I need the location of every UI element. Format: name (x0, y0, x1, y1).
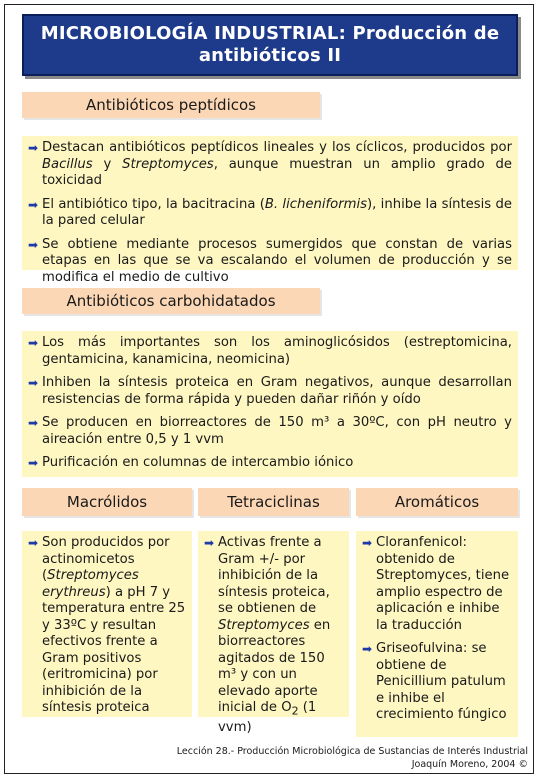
content-box-tetraciclinas (198, 531, 349, 736)
list-item: ➡ Son producidos por actinomicetos (Streptomyces erythreus) a pH 7 y temperatura entre 25 y 33ºC y resultan efectivos frente a Gram positivos (eritromicina) por inhibición de la síntesis proteica (28, 535, 186, 715)
arrow-right-icon: ➡ (28, 141, 39, 155)
page-title (22, 14, 518, 76)
content-box-carbohidratados (22, 331, 518, 477)
list-item: ➡ Activas frente a Gram +/- por inhibición de la síntesis proteica, se obtienen de Streptomyces en biorreactores agitados de 150 m³ y con un elevado aporte inicial de $O_2$ (1 vvm) (204, 535, 331, 736)
list-item: ➡ Destacan antibióticos peptídicos lineales y los cíclicos, producidos por Bacillus y Streptomyces, aunque muestran un amplio grado de toxicidad (28, 140, 512, 188)
arrow-right-icon: ➡ (28, 336, 39, 350)
footer-author: Joaquín Moreno, 2004 © (411, 759, 528, 770)
arrow-right-icon: ➡ (204, 536, 215, 550)
arrow-right-icon: ➡ (28, 456, 39, 470)
list-item: ➡ Se obtiene mediante procesos sumergidos que constan de varias etapas en las que se va escalando el volumen de producción y se modifica el medio de cultivo (28, 236, 512, 285)
arrow-right-icon: ➡ (28, 237, 39, 252)
arrow-right-icon: ➡ (362, 536, 373, 550)
list-item: ➡ Inhiben la síntesis proteica en Gram negativos, aunque desarrollan resistencias de forma rápida y pueden dañar riñón y oído (28, 375, 512, 407)
content-box-aromaticos (356, 531, 518, 737)
list-item: ➡ El antibiótico tipo, la bacitracina (B. licheniformis), inhibe la síntesis de la pared celular (28, 196, 512, 228)
list-item: ➡ Griseofulvina: se obtiene de Penicillium patulum e inhibe el crecimiento fúngico (362, 641, 507, 722)
content-box-macrolidos (22, 531, 192, 717)
arrow-right-icon: ➡ (28, 536, 39, 550)
title-line-2: antibióticos II (198, 45, 342, 66)
arrow-right-icon: ➡ (28, 416, 39, 430)
section-header-carbohidratados: Antibióticos carbohidatados (22, 288, 320, 314)
section-header-tetraciclinas: Tetraciclinas (198, 488, 349, 516)
footer-lesson: Lección 28.- Producción Microbiológica de Sustancias de Interés Industrial (176, 746, 528, 757)
list-item: ➡ Cloranfenicol: obtenido de Streptomyces, tiene amplio espectro de aplicación e inhibe la traducción (362, 535, 510, 633)
arrow-right-icon: ➡ (28, 197, 39, 212)
section-header-aromaticos: Aromáticos (356, 488, 518, 516)
arrow-right-icon: ➡ (362, 642, 373, 656)
arrow-right-icon: ➡ (28, 376, 39, 390)
content-box-peptidicos (22, 136, 518, 285)
list-item: ➡ Los más importantes son los aminoglicósidos (estreptomicina, gentamicina, kanamicina, neomicina) (28, 335, 512, 367)
section-header-peptidicos: Antibióticos peptídicos (22, 92, 320, 118)
list-item: ➡ Se producen en biorreactores de 150 m³ a 30ºC, con pH neutro y aireación entre 0,5 y 1 vvm (28, 415, 512, 447)
title-line-1: MICROBIOLOGÍA INDUSTRIAL: Producción de (40, 23, 500, 44)
list-item: ➡ Purificación en columnas de intercambio iónico (28, 455, 354, 470)
section-header-macrolidos: Macrólidos (22, 488, 192, 516)
